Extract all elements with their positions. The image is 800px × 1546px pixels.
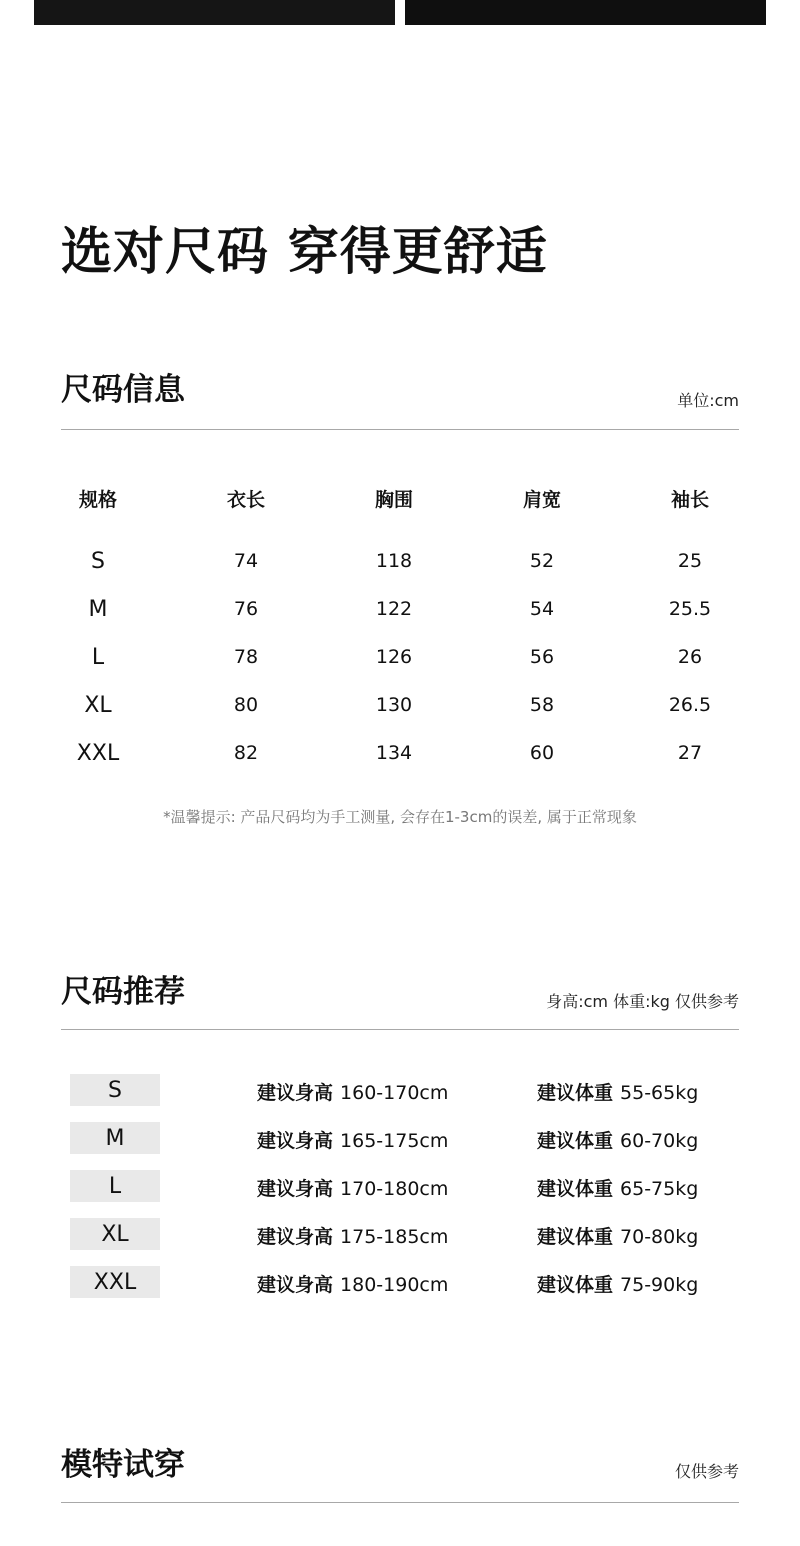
chest-cell: 118 [375, 550, 413, 572]
shoulder-cell: 56 [529, 646, 555, 668]
model-header [61, 1443, 739, 1487]
height-value: 180-190cm [340, 1274, 449, 1296]
sleeve-cell: 27 [677, 742, 703, 764]
header-cell: 胸围 [374, 488, 413, 511]
height-value: 160-170cm [340, 1082, 449, 1104]
list-item [70, 1218, 770, 1266]
height-recommendation [257, 1126, 448, 1153]
recommend-divider [61, 1029, 739, 1030]
weight-label: 建议体重 [537, 1130, 614, 1152]
sleeve-cell: 26 [677, 646, 703, 668]
height-label: 建议身高 [257, 1226, 334, 1248]
table-row [24, 633, 764, 681]
height-value: 175-185cm [340, 1226, 449, 1248]
weight-value: 60-70kg [620, 1130, 699, 1152]
size-cell: XXL [76, 740, 120, 766]
recommend-header [61, 970, 739, 1014]
size-table-header [24, 478, 764, 518]
product-photo-right [405, 0, 766, 25]
model-title: 模特试穿 [61, 1447, 185, 1483]
size-cell: XL [84, 692, 112, 718]
height-recommendation [257, 1078, 448, 1105]
size-cell: L [91, 644, 105, 670]
table-row [24, 729, 764, 777]
size-info-divider [61, 429, 739, 430]
weight-label: 建议体重 [537, 1178, 614, 1200]
chest-cell: 130 [375, 694, 413, 716]
height-value: 170-180cm [340, 1178, 449, 1200]
size-badge: S [70, 1074, 160, 1106]
chest-cell: 134 [375, 742, 413, 764]
size-cell: M [88, 596, 108, 622]
height-label: 建议身高 [257, 1082, 334, 1104]
weight-value: 75-90kg [620, 1274, 699, 1296]
length-cell: 82 [233, 742, 259, 764]
size-cell: S [91, 548, 105, 574]
list-item [70, 1074, 770, 1122]
weight-recommendation [537, 1078, 698, 1105]
product-photo-left [34, 0, 395, 25]
size-info-title: 尺码信息 [61, 372, 185, 408]
hero-title: 选对尺码 穿得更舒适 [61, 223, 548, 282]
recommend-title: 尺码推荐 [61, 974, 185, 1010]
list-item [70, 1122, 770, 1170]
weight-recommendation [537, 1174, 698, 1201]
length-cell: 80 [233, 694, 259, 716]
measurement-footnote: *温馨提示: 产品尺码均为手工测量, 会存在1-3cm的误差, 属于正常现象 [163, 808, 637, 826]
length-cell: 76 [233, 598, 259, 620]
height-label: 建议身高 [257, 1130, 334, 1152]
height-label: 建议身高 [257, 1274, 334, 1296]
size-badge: XL [70, 1218, 160, 1250]
shoulder-cell: 52 [529, 550, 555, 572]
height-label: 建议身高 [257, 1178, 334, 1200]
size-badge: L [70, 1170, 160, 1202]
table-row [24, 681, 764, 729]
length-cell: 74 [233, 550, 259, 572]
shoulder-cell: 54 [529, 598, 555, 620]
model-note: 仅供参考 [674, 1462, 739, 1481]
chest-cell: 126 [375, 646, 413, 668]
size-badge: XXL [70, 1266, 160, 1298]
size-info-table [24, 478, 764, 777]
header-cell: 衣长 [226, 488, 265, 511]
height-recommendation [257, 1222, 448, 1249]
weight-label: 建议体重 [537, 1226, 614, 1248]
weight-recommendation [537, 1126, 698, 1153]
height-value: 165-175cm [340, 1130, 449, 1152]
shoulder-cell: 58 [529, 694, 555, 716]
header-cell: 袖长 [670, 488, 709, 511]
header-cell: 肩宽 [522, 488, 561, 511]
weight-label: 建议体重 [537, 1082, 614, 1104]
recommend-list [70, 1074, 770, 1314]
weight-recommendation [537, 1270, 698, 1297]
sleeve-cell: 25 [677, 550, 703, 572]
sleeve-cell: 26.5 [668, 694, 712, 716]
table-row [24, 537, 764, 585]
chest-cell: 122 [375, 598, 413, 620]
height-recommendation [257, 1174, 448, 1201]
table-row [24, 585, 764, 633]
weight-value: 70-80kg [620, 1226, 699, 1248]
length-cell: 78 [233, 646, 259, 668]
weight-value: 55-65kg [620, 1082, 699, 1104]
size-info-header [61, 368, 739, 412]
weight-recommendation [537, 1222, 698, 1249]
size-info-unit: 单位:cm [677, 391, 739, 410]
shoulder-cell: 60 [529, 742, 555, 764]
height-recommendation [257, 1270, 448, 1297]
model-divider [61, 1502, 739, 1503]
list-item [70, 1170, 770, 1218]
list-item [70, 1266, 770, 1314]
weight-label: 建议体重 [537, 1274, 614, 1296]
recommend-note: 身高:cm 体重:kg 仅供参考 [546, 992, 739, 1011]
sleeve-cell: 25.5 [668, 598, 712, 620]
header-cell: 规格 [78, 488, 117, 511]
weight-value: 65-75kg [620, 1178, 699, 1200]
size-badge: M [70, 1122, 160, 1154]
